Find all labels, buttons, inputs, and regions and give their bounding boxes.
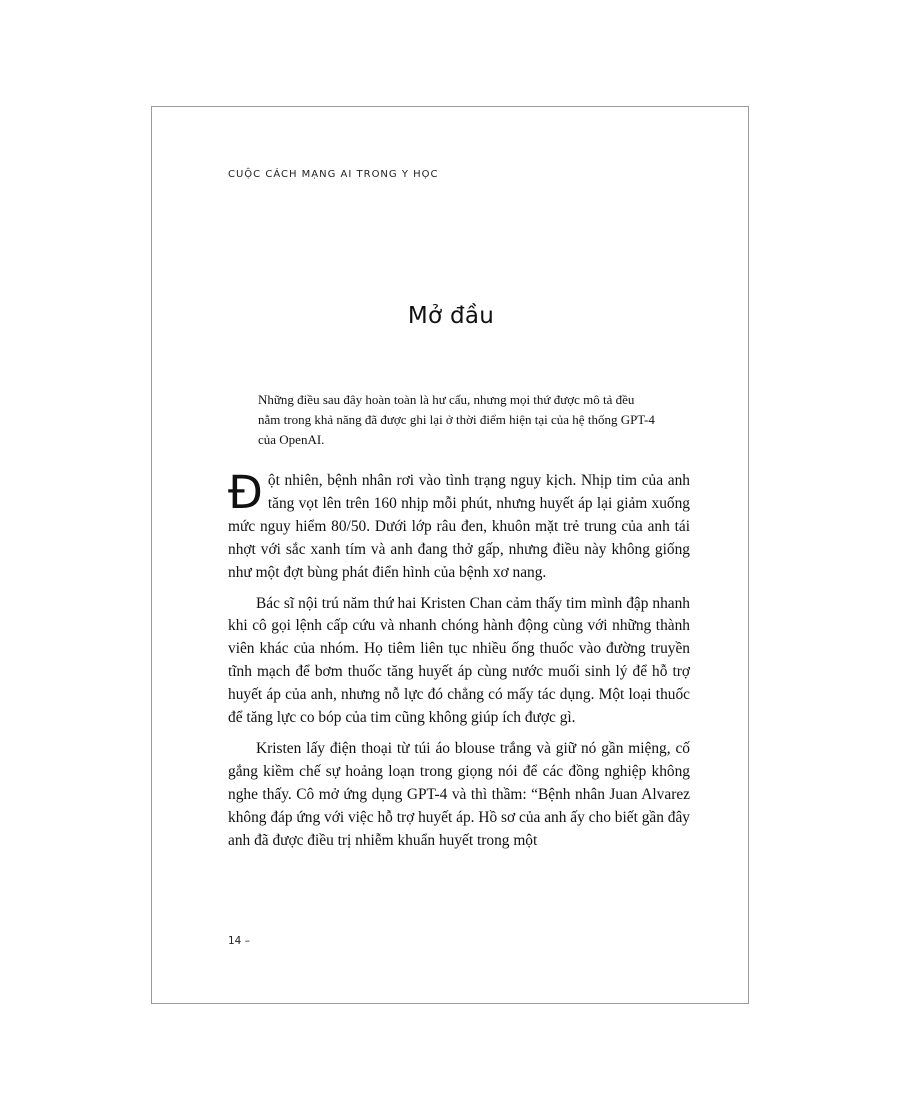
drop-cap: Đ	[228, 466, 263, 519]
paragraph-2: Bác sĩ nội trú năm thứ hai Kristen Chan cảm thấy tim mình đập nhanh khi cô gọi lệnh cấp cứu và nhanh chóng hành động cùng với những thành viên khác của nhóm. Họ tiêm liên tục nhiều ống thuốc vào đường truyền tĩnh mạch để bơm thuốc tăng huyết áp cùng nước muối sinh lý để hỗ trợ huyết áp của anh, nhưng nỗ lực đó chẳng có mấy tác dụng. Một loại thuốc để tăng lực co bóp của tim cũng không giúp ích được gì.	[228, 594, 690, 727]
paragraph-1	[228, 466, 690, 585]
paragraph-1-text: ột nhiên, bệnh nhân rơi vào tình trạng nguy kịch. Nhịp tim của anh tăng vọt lên trên 160 nhịp mỗi phút, nhưng huyết áp lại giảm xuống mức nguy hiểm 80/50. Dưới lớp râu đen, khuôn mặt trẻ trung của anh tái nhợt với sắc xanh tím và anh đang thở gấp, nhưng điều này không giống như một đợt bùng phát điển hình của bệnh xơ nang.	[228, 472, 690, 581]
running-head: CUỘC CÁCH MẠNG AI TRONG Y HỌC	[228, 169, 439, 180]
page-number: 14 –	[228, 935, 250, 947]
paragraph-3: Kristen lấy điện thoại từ túi áo blouse trắng và giữ nó gần miệng, cố gắng kiềm chế sự hoảng loạn trong giọng nói để các đồng nghiệp không nghe thấy. Cô mở ứng dụng GPT-4 và thì thầm: “Bệnh nhân Juan Alvarez không đáp ứng với việc hỗ trợ huyết áp. Hồ sơ của anh ấy cho biết gần đây anh đã được điều trị nhiễm khuẩn huyết trong một	[228, 739, 690, 849]
chapter-title: Mở đầu	[407, 303, 495, 329]
epigraph: Những điều sau đây hoàn toàn là hư cấu, nhưng mọi thứ được mô tả đều nằm trong khả năng đã được ghi lại ở thời điểm hiện tại của hệ thống GPT-4 của OpenAI.	[258, 392, 655, 447]
body-text	[228, 466, 690, 861]
book-page	[151, 106, 749, 1004]
